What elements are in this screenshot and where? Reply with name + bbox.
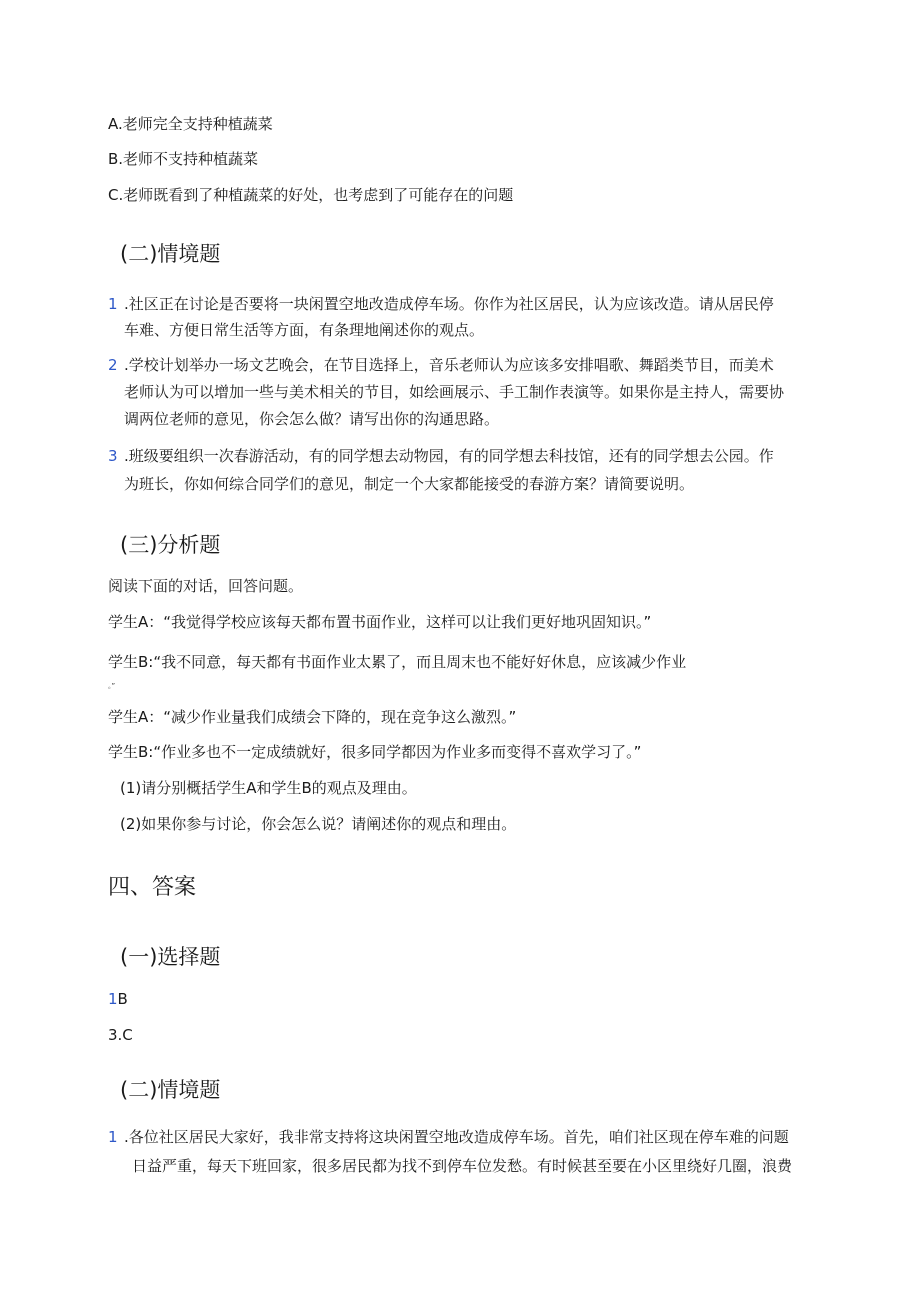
answer-choice-1: 1B [108,990,128,1008]
scenario-heading: (二)情境题 [120,242,221,266]
answers-choice-heading: (一)选择题 [120,945,221,969]
dialogue-line-4: 学生B:“作业多也不一定成绩就好，很多同学都因为作业多而变得不喜欢学习了。” [108,743,642,761]
dialogue-line-3: 学生A：“减少作业量我们成绩会下降的，现在竞争这么激烈。” [108,708,517,726]
item-number: 2 [108,356,118,374]
stray-mark: 。” [108,682,116,690]
analysis-intro: 阅读下面的对话，回答问题。 [108,577,304,595]
choice-option-c: C.老师既看到了种植蔬菜的好处，也考虑到了可能存在的问题 [108,186,514,204]
analysis-question-2: (2)如果你参与讨论，你会怎么说？请阐述你的观点和理由。 [120,815,517,833]
analysis-heading: (三)分析题 [120,533,221,557]
scenario-item-1-line-2: 车难、方便日常生活等方面，有条理地阐述你的观点。 [124,321,485,339]
answer-scenario-1-line-2: 日益严重，每天下班回家，很多居民都为找不到停车位发愁。有时候甚至要在小区里绕好几圈，浪费 [132,1157,793,1175]
dialogue-line-2: 学生B:“我不同意，每天都有书面作业太累了，而且周末也不能好好休息，应该减少作业 [108,653,687,671]
answers-heading: 四、答案 [108,875,197,900]
answer-choice-3: 3.C [108,1026,133,1044]
scenario-item-2-line-2: 老师认为可以增加一些与美术相关的节目，如绘画展示、手工制作表演等。如果你是主持人，需要协 [124,383,785,401]
answers-scenario-heading: (二)情境题 [120,1078,221,1102]
item-number: 1 [108,1128,118,1146]
item-number: 1 [108,295,118,313]
choice-option-a: A.老师完全支持种植蔬菜 [108,115,273,133]
scenario-item-1-line-1: 1 .社区正在讨论是否要将一块闲置空地改造成停车场。你作为社区居民，认为应该改造。请从居民停 [108,295,774,313]
scenario-item-3-line-1: 3 .班级要组织一次春游活动，有的同学想去动物园，有的同学想去科技馆，还有的同学想去公园。作 [108,447,774,465]
scenario-item-3-line-2: 为班长，你如何综合同学们的意见，制定一个大家都能接受的春游方案？请简要说明。 [124,475,695,493]
scenario-item-2-line-1: 2 .学校计划举办一场文艺晚会，在节目选择上，音乐老师认为应该多安排唱歌、舞蹈类节目，而美术 [108,356,774,374]
answer-scenario-1-line-1: 1 .各位社区居民大家好，我非常支持将这块闲置空地改造成停车场。首先，咱们社区现在停车难的问题 [108,1128,789,1146]
dialogue-line-1: 学生A：“我觉得学校应该每天都布置书面作业，这样可以让我们更好地巩固知识。” [108,613,652,631]
analysis-question-1: (1)请分别概括学生A和学生B的观点及理由。 [120,779,417,797]
choice-option-b: B.老师不支持种植蔬菜 [108,150,259,168]
item-number: 1 [108,990,118,1008]
item-number: 3 [108,447,118,465]
scenario-item-2-line-3: 调两位老师的意见，你会怎么做？请写出你的沟通思路。 [124,410,500,428]
